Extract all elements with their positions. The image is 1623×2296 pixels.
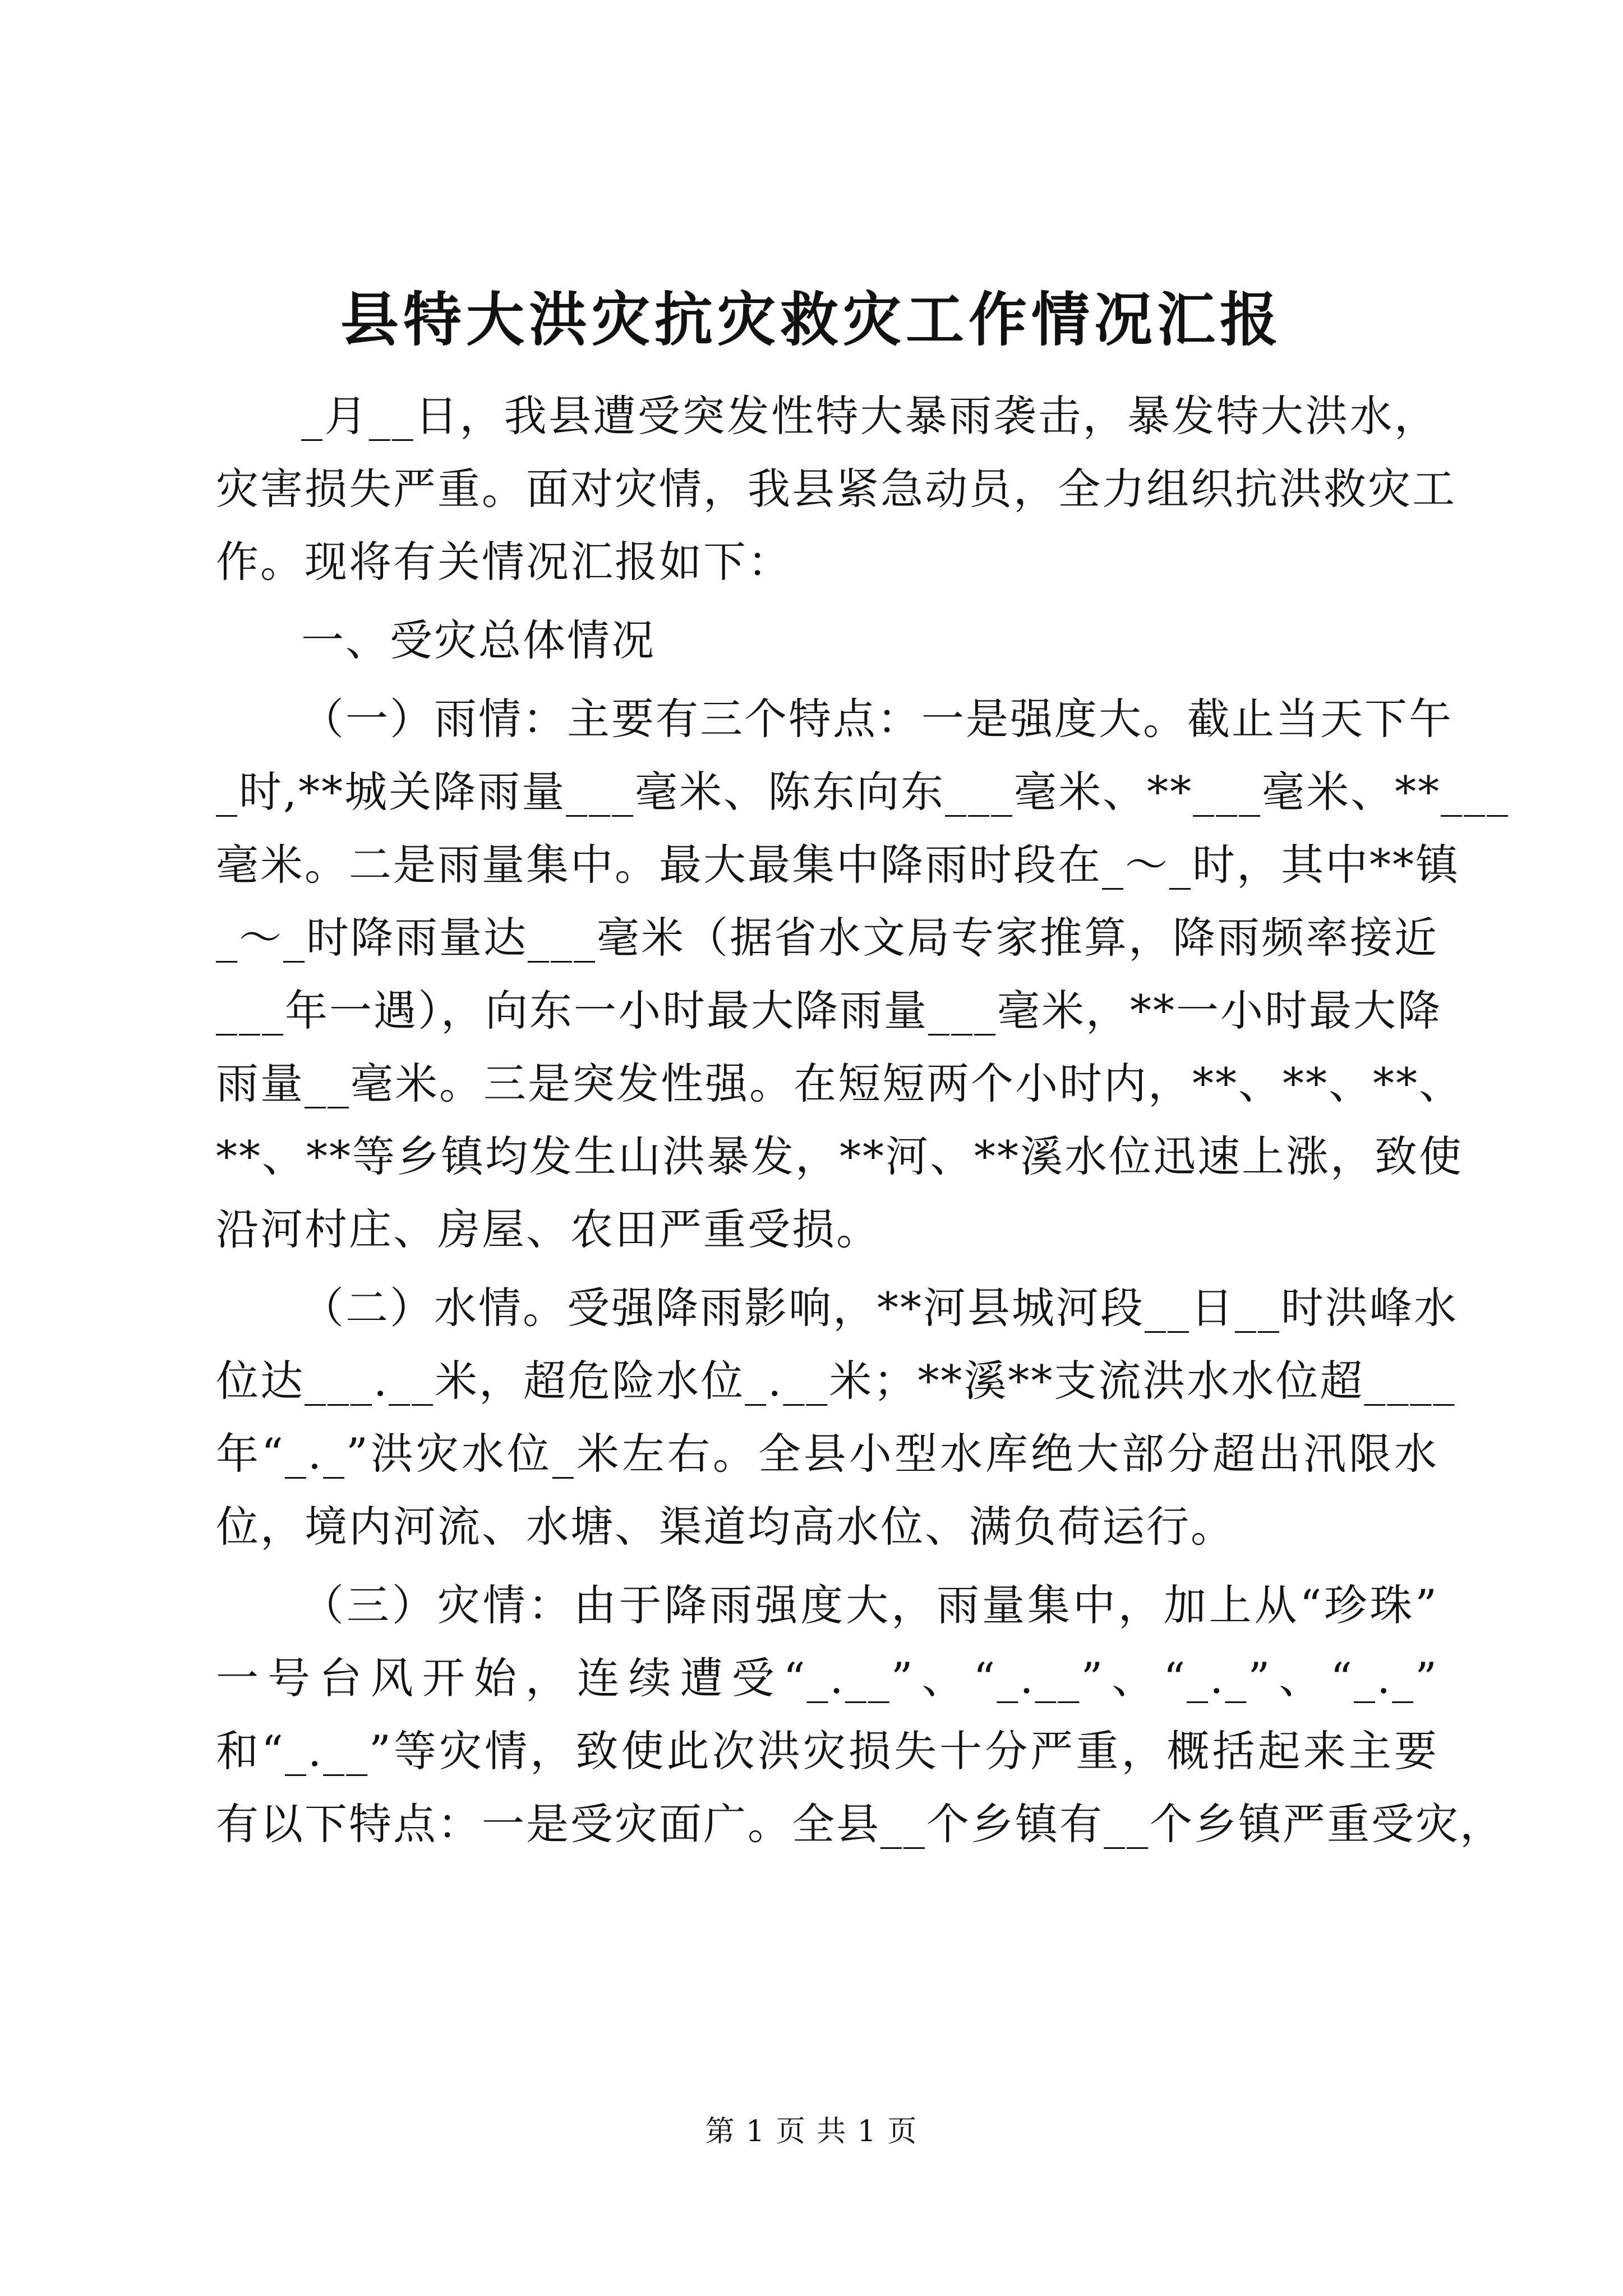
section-heading: 一、受灾总体情况 bbox=[301, 615, 656, 665]
text-line: 作。现将有关情况汇报如下： bbox=[216, 537, 792, 587]
text-line: **、**等乡镇均发生山洪暴发，**河、**溪水位迅速上涨，致使 bbox=[216, 1131, 1463, 1181]
text-line: （三）灾情：由于降雨强度大，雨量集中，加上从“珍珠” bbox=[301, 1580, 1438, 1630]
text-line: 毫米。二是雨量集中。最大最集中降雨时段在_～_时，其中**镇 bbox=[216, 840, 1460, 890]
text-line: 有以下特点：一是受灾面广。全县__个乡镇有__个乡镇严重受灾， bbox=[216, 1799, 1504, 1849]
text-line: （二）水情。受强降雨影响，**河县城河段__日__时洪峰水 bbox=[301, 1283, 1458, 1333]
text-line: 位，境内河流、水塘、渠道均高水位、满负荷运行。 bbox=[216, 1502, 1235, 1552]
text-line: _～_时降雨量达___毫米（据省水文局专家推算，降雨频率接近 bbox=[216, 913, 1438, 963]
text-line: ___年一遇），向东一小时最大降雨量___毫米，**一小时最大降 bbox=[216, 986, 1442, 1036]
text-line: _时,**城关降雨量___毫米、陈东向东___毫米、**___毫米、**___ bbox=[216, 767, 1510, 817]
text-line: 雨量__毫米。三是突发性强。在短短两个小时内，**、**、**、 bbox=[216, 1059, 1463, 1108]
text-line: 一号台风开始，连续遭受“_.__”、“_.__”、“_._”、“_._” bbox=[216, 1653, 1438, 1703]
text-line: 灾害损失严重。面对灾情，我县紧急动员，全力组织抗洪救灾工 bbox=[216, 464, 1456, 514]
text-line: 年“_._”洪灾水位_米左右。全县小型水库绝大部分超出汛限水 bbox=[216, 1429, 1438, 1479]
text-line: 沿河村庄、房屋、农田严重受损。 bbox=[216, 1204, 880, 1254]
text-line: （一）雨情：主要有三个特点：一是强度大。截止当天下午 bbox=[301, 694, 1453, 744]
text-line: 和“_.__”等灾情，致使此次洪灾损失十分严重，概括起来主要 bbox=[216, 1726, 1438, 1776]
text-line: _月__日，我县遭受突发性特大暴雨袭击，暴发特大洪水， bbox=[301, 391, 1438, 441]
page-number-footer: 第 1 页 共 1 页 bbox=[705, 2115, 918, 2148]
text-line: 位达___.__米，超危险水位_.__米；**溪**支流洪水水位超____ bbox=[216, 1356, 1456, 1406]
document-title: 县特大洪灾抗灾救灾工作情况汇报 bbox=[340, 285, 1283, 354]
